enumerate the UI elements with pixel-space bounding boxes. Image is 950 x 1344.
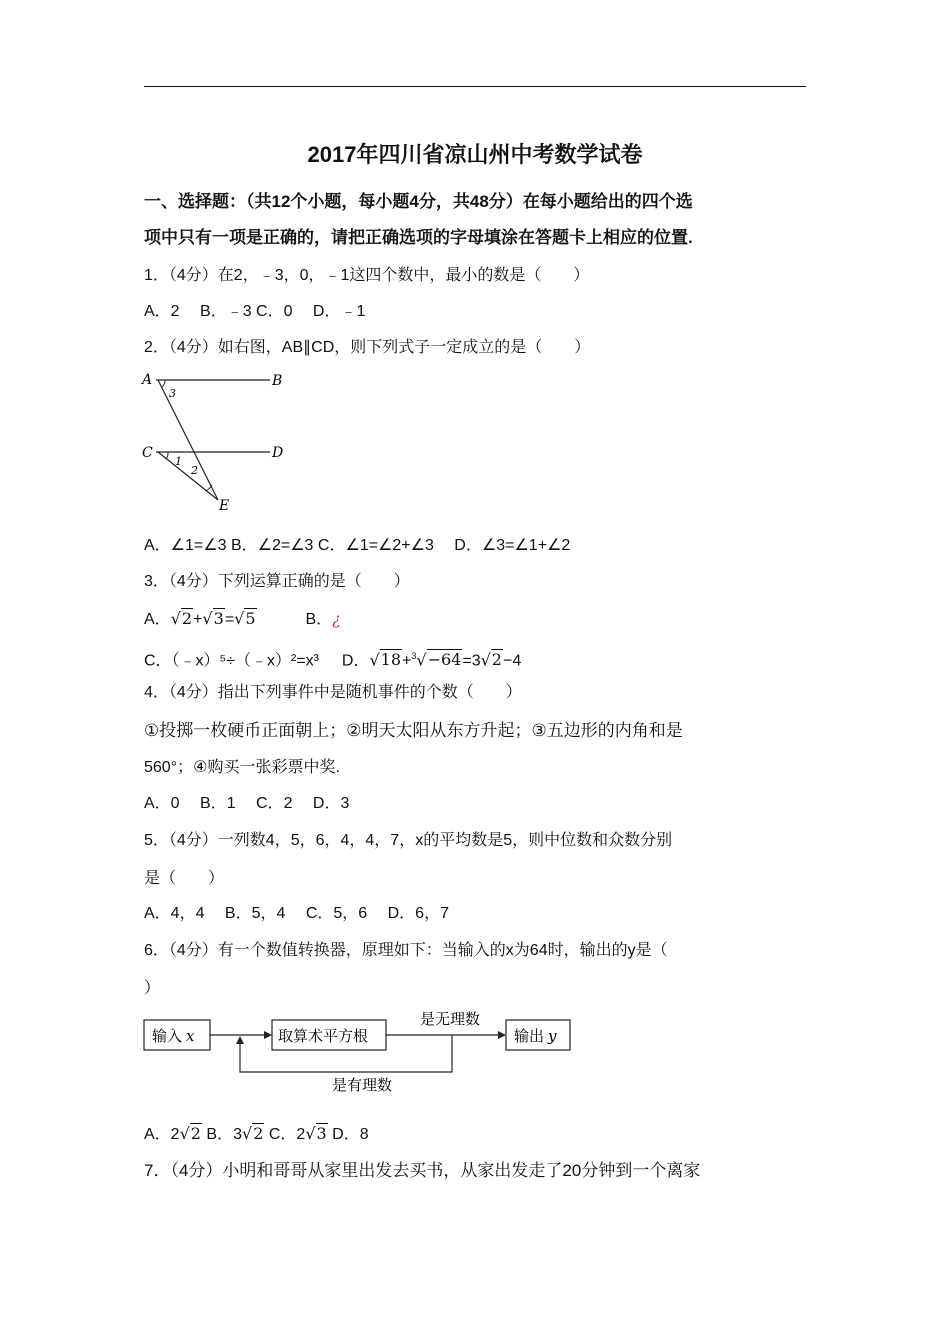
- q6-optB: B．3: [206, 1126, 242, 1143]
- q6-optA: A．2: [144, 1126, 180, 1143]
- q3-options-cd: [144, 646, 521, 671]
- q6-stem-line2: ）: [144, 980, 161, 997]
- angle-arc-2: [205, 485, 212, 491]
- q2-parallel-lines-figure: [138, 366, 298, 516]
- q3-optD-radicand2: −64: [427, 650, 462, 670]
- angle-label-1: 1: [175, 455, 182, 468]
- q3-optA-plus: +: [193, 611, 203, 628]
- q6-optB-radicand: 2: [253, 1124, 264, 1143]
- sqrt-symbol: √: [305, 1124, 316, 1143]
- q3-optD-label: D．: [341, 652, 370, 670]
- angle-arc-3: [162, 380, 165, 387]
- q3-optB-broken-glyph: ¿: [332, 609, 341, 628]
- rational-label: 是有理数: [332, 1076, 393, 1094]
- input-box-label: 输入 x: [152, 1027, 195, 1045]
- sqrt-symbol: √: [480, 650, 491, 670]
- process-box-label: 取算术平方根: [278, 1027, 369, 1045]
- q2-stem: 2．（4分）如右图，AB∥CD，则下列式子一定成立的是（ ）: [144, 339, 591, 356]
- q3-optA-eq: =: [224, 611, 235, 628]
- q3-optA-radicand1: 2: [181, 609, 193, 628]
- angle-arc-1: [166, 452, 168, 459]
- q6-options: [144, 1124, 369, 1145]
- q6-stem-line1: 6．（4分）有一个数值转换器，原理如下：当输入的x为64时，输出的y是（: [144, 942, 668, 959]
- sqrt-symbol: √: [170, 609, 181, 628]
- q3-optB-label: B．: [305, 611, 333, 628]
- sqrt-symbol: √: [416, 650, 427, 670]
- sqrt-symbol: √: [369, 650, 380, 670]
- q4-body-line1: ①投掷一枚硬币正面朝上；②明天太阳从东方升起；③五边形的内角和是: [144, 721, 683, 740]
- irrational-label: 是无理数: [420, 1010, 481, 1028]
- q5-stem-line1: 5．（4分）一列数4，5，6，4，4，7，x的平均数是5，则中位数和众数分别: [144, 832, 673, 849]
- q6-optC: C．2: [268, 1126, 306, 1143]
- angle-label-2: 2: [191, 464, 198, 477]
- q1-options: A．2 B．﹣3 C．0 D．﹣1: [144, 303, 366, 320]
- line-ae: [158, 380, 218, 500]
- arrowhead: [264, 1031, 272, 1039]
- arrowhead: [236, 1036, 244, 1044]
- angle-label-3: 3: [169, 387, 176, 400]
- sqrt-symbol: √: [179, 1124, 190, 1143]
- label-d: D: [272, 445, 284, 461]
- q5-options: A．4，4 B．5，4 C．5，6 D．6，7: [144, 905, 449, 922]
- header-rule: [144, 86, 806, 87]
- q3-optA-label: A．: [144, 611, 171, 628]
- section-heading-line1: 一、选择题：（共12个小题，每小题4分，共48分）在每小题给出的四个选: [144, 192, 693, 211]
- line-ce: [158, 452, 218, 500]
- section-heading-line2: 项中只有一项是正确的，请把正确选项的字母填涂在答题卡上相应的位置.: [144, 228, 693, 247]
- q3-optA-radicand2: 3: [213, 609, 224, 628]
- label-e: E: [219, 498, 230, 514]
- label-a: A: [142, 372, 153, 388]
- q3-optD-tail: −4: [502, 652, 522, 670]
- q4-options: A．0 B．1 C．2 D．3: [144, 795, 350, 812]
- label-c: C: [142, 445, 153, 461]
- page-title: 2017年四川省凉山州中考数学试卷: [307, 142, 643, 167]
- q5-stem-line2: 是（ ）: [144, 870, 225, 887]
- q3-optA-radicand3: 5: [245, 609, 256, 628]
- q3-optD-plus: +: [402, 652, 412, 670]
- q3-optD-cube-index: 3: [411, 651, 417, 661]
- q6-optD: D．8: [332, 1126, 369, 1143]
- q3-optD-radicand1: 18: [380, 650, 402, 670]
- q6-flowchart: [140, 1004, 580, 1096]
- q1-stem: 1．（4分）在2，﹣3，0，﹣1这四个数中，最小的数是（ ）: [144, 267, 590, 284]
- q3-stem: 3．（4分）下列运算正确的是（ ）: [144, 573, 410, 590]
- q3-options-ab: [144, 609, 341, 630]
- label-b: B: [272, 373, 283, 389]
- sqrt-symbol: √: [234, 609, 245, 628]
- q4-stem: 4．（4分）指出下列事件中是随机事件的个数（ ）: [144, 684, 522, 701]
- sqrt-symbol: √: [242, 1124, 253, 1143]
- q3-optD-eq: =3: [462, 652, 481, 670]
- q2-options: A．∠1=∠3 B．∠2=∠3 C．∠1=∠2+∠3 D．∠3=∠1+∠2: [144, 537, 571, 554]
- q4-body-line2: 560°；④购买一张彩票中奖.: [144, 759, 340, 776]
- q3-optC: C．（﹣x）⁵÷（﹣x）²=x³: [144, 652, 319, 670]
- q3-optD-radicand3: 2: [491, 650, 502, 670]
- q6-optC-radicand: 3: [316, 1124, 327, 1143]
- arrowhead: [498, 1031, 506, 1039]
- q7-stem: 7．（4分）小明和哥哥从家里出发去买书，从家出发走了20分钟到一个离家: [144, 1161, 701, 1180]
- output-box-label: 输出 y: [514, 1027, 557, 1045]
- q6-optA-radicand: 2: [190, 1124, 201, 1143]
- sqrt-symbol: √: [202, 609, 213, 628]
